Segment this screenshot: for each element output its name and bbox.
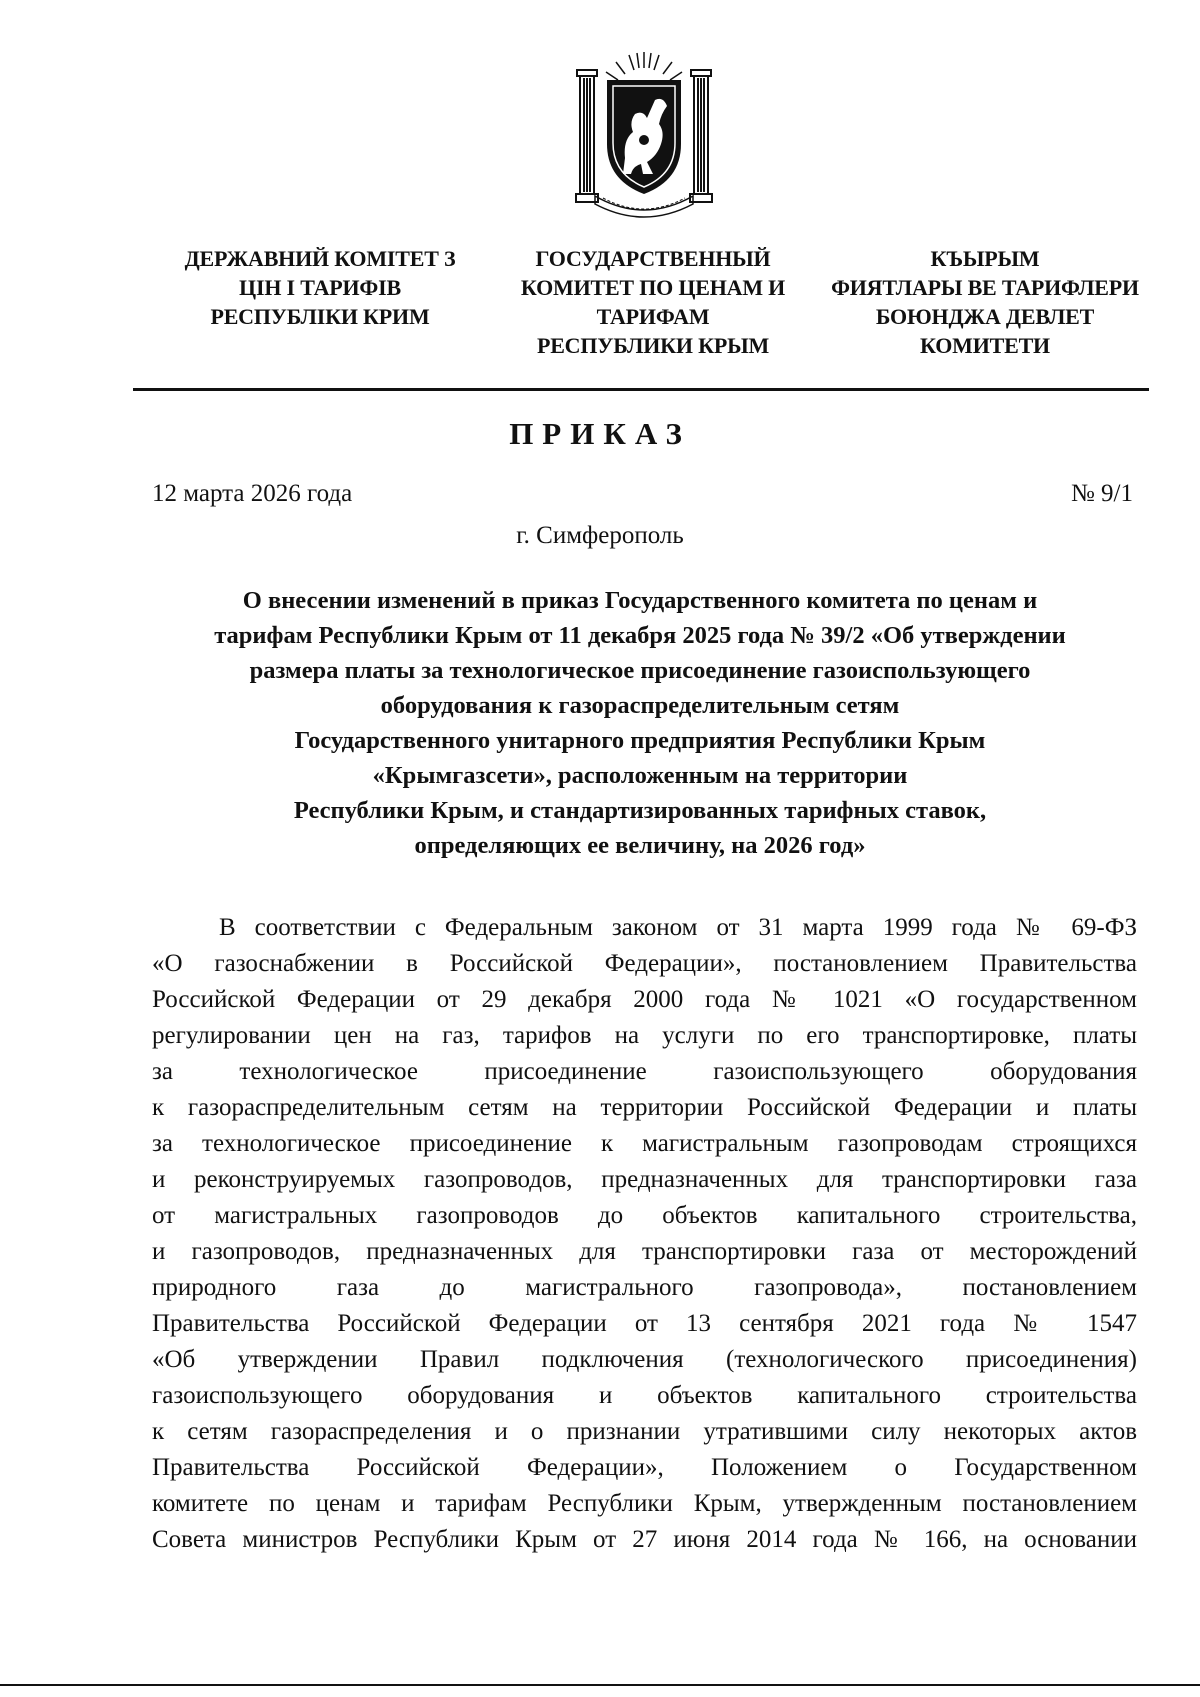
body-line: В соответствии с Федеральным законом от 31 марта 1999 года № 69-ФЗ: [219, 914, 1137, 941]
body-line: «О газоснабжении в Российской Федерации», постановлением Правительства: [152, 950, 1137, 977]
header-left-line: ДЕРЖАВНИЙ КОМІТЕТ З: [184, 246, 456, 271]
body-line: к сетям газораспределения и о признании утратившими силу некоторых актов: [152, 1418, 1137, 1445]
body-line: и газопроводов, предназначенных для транспортировки газа от месторождений: [152, 1238, 1137, 1265]
body-line: Российской Федерации от 29 декабря 2000 года № 1021 «О государственном: [152, 986, 1137, 1013]
subject-line: определяющих ее величину, на 2026 год»: [414, 832, 866, 859]
body-line: регулировании цен на газ, тарифов на услуги по его транспортировке, платы: [152, 1022, 1137, 1049]
subject-line: Государственного унитарного предприятия Республики Крым: [294, 727, 986, 754]
document-city: г. Симферополь: [516, 522, 684, 549]
header-ukrainian-name: [165, 244, 475, 331]
header-right-line: КОМИТЕТИ: [920, 333, 1050, 358]
header-middle-line: РЕСПУБЛИКИ КРЫМ: [536, 333, 770, 358]
body-line: от магистральных газопроводов до объектов капитального строительства,: [152, 1202, 1137, 1229]
body-line: Правительства Российской Федерации от 13 сентября 2021 года № 1547: [152, 1310, 1137, 1337]
header-russian-name: [498, 244, 808, 360]
header-right-line: ФИЯТЛАРЫ ВЕ ТАРИФЛЕРИ: [831, 275, 1139, 300]
body-line: газоиспользующего оборудования и объектов капитального строительства: [152, 1382, 1137, 1409]
subject-line: «Крымгазсети», расположенным на территории: [372, 762, 908, 789]
header-right-line: БОЮНДЖА ДЕВЛЕТ: [875, 304, 1095, 329]
page-bottom-edge: [0, 1684, 1200, 1686]
body-line: «Об утверждении Правил подключения (технологического присоединения): [152, 1346, 1137, 1373]
body-line: и реконструируемых газопроводов, предназначенных для транспортировки газа: [152, 1166, 1137, 1193]
header-right-line: КЪЫРЫМ: [930, 246, 1040, 271]
subject-line: оборудования к газораспределительным сетям: [380, 692, 900, 719]
subject-line: размера платы за технологическое присоединение газоиспользующего: [249, 657, 1031, 684]
body-line: природного газа до магистрального газопровода», постановлением: [152, 1274, 1137, 1301]
subject-line: О внесении изменений в приказ Государственного комитета по ценам и: [242, 587, 1038, 614]
subject-line: тарифам Республики Крым от 11 декабря 2025 года № 39/2 «Об утверждении: [214, 622, 1066, 649]
document-body: [152, 910, 1137, 1558]
header-middle-line: ГОСУДАРСТВЕННЫЙ: [535, 246, 771, 271]
body-line: к газораспределительным сетям на территории Российской Федерации и платы: [152, 1094, 1137, 1121]
header-crimean-tatar-name: [820, 244, 1150, 360]
document-date: 12 марта 2026 года: [152, 480, 353, 507]
document-number: № 9/1: [1070, 480, 1133, 507]
body-line: Совета министров Республики Крым от 27 июня 2014 года № 166, на основании: [152, 1526, 1137, 1553]
body-line: комитете по ценам и тарифам Республики Крым, утвержденным постановлением: [152, 1490, 1137, 1517]
header-left-line: РЕСПУБЛІКИ КРИМ: [210, 304, 430, 329]
crimea-coat-of-arms-emblem: [573, 48, 715, 220]
document-title: ПРИКАЗ: [509, 416, 691, 451]
subject-line: Республики Крым, и стандартизированных тарифных ставок,: [293, 797, 987, 824]
body-line: Правительства Российской Федерации», Положением о Государственном: [152, 1454, 1137, 1481]
document-subject: [140, 583, 1140, 863]
header-left-line: ЦІН І ТАРИФІВ: [239, 275, 401, 300]
body-line: за технологическое присоединение газоиспользующего оборудования: [152, 1058, 1137, 1085]
body-line: за технологическое присоединение к магистральным газопроводам строящихся: [152, 1130, 1137, 1157]
header-middle-line: КОМИТЕТ ПО ЦЕНАМ И: [520, 275, 786, 300]
header-divider: [133, 388, 1149, 391]
header-middle-line: ТАРИФАМ: [596, 304, 710, 329]
